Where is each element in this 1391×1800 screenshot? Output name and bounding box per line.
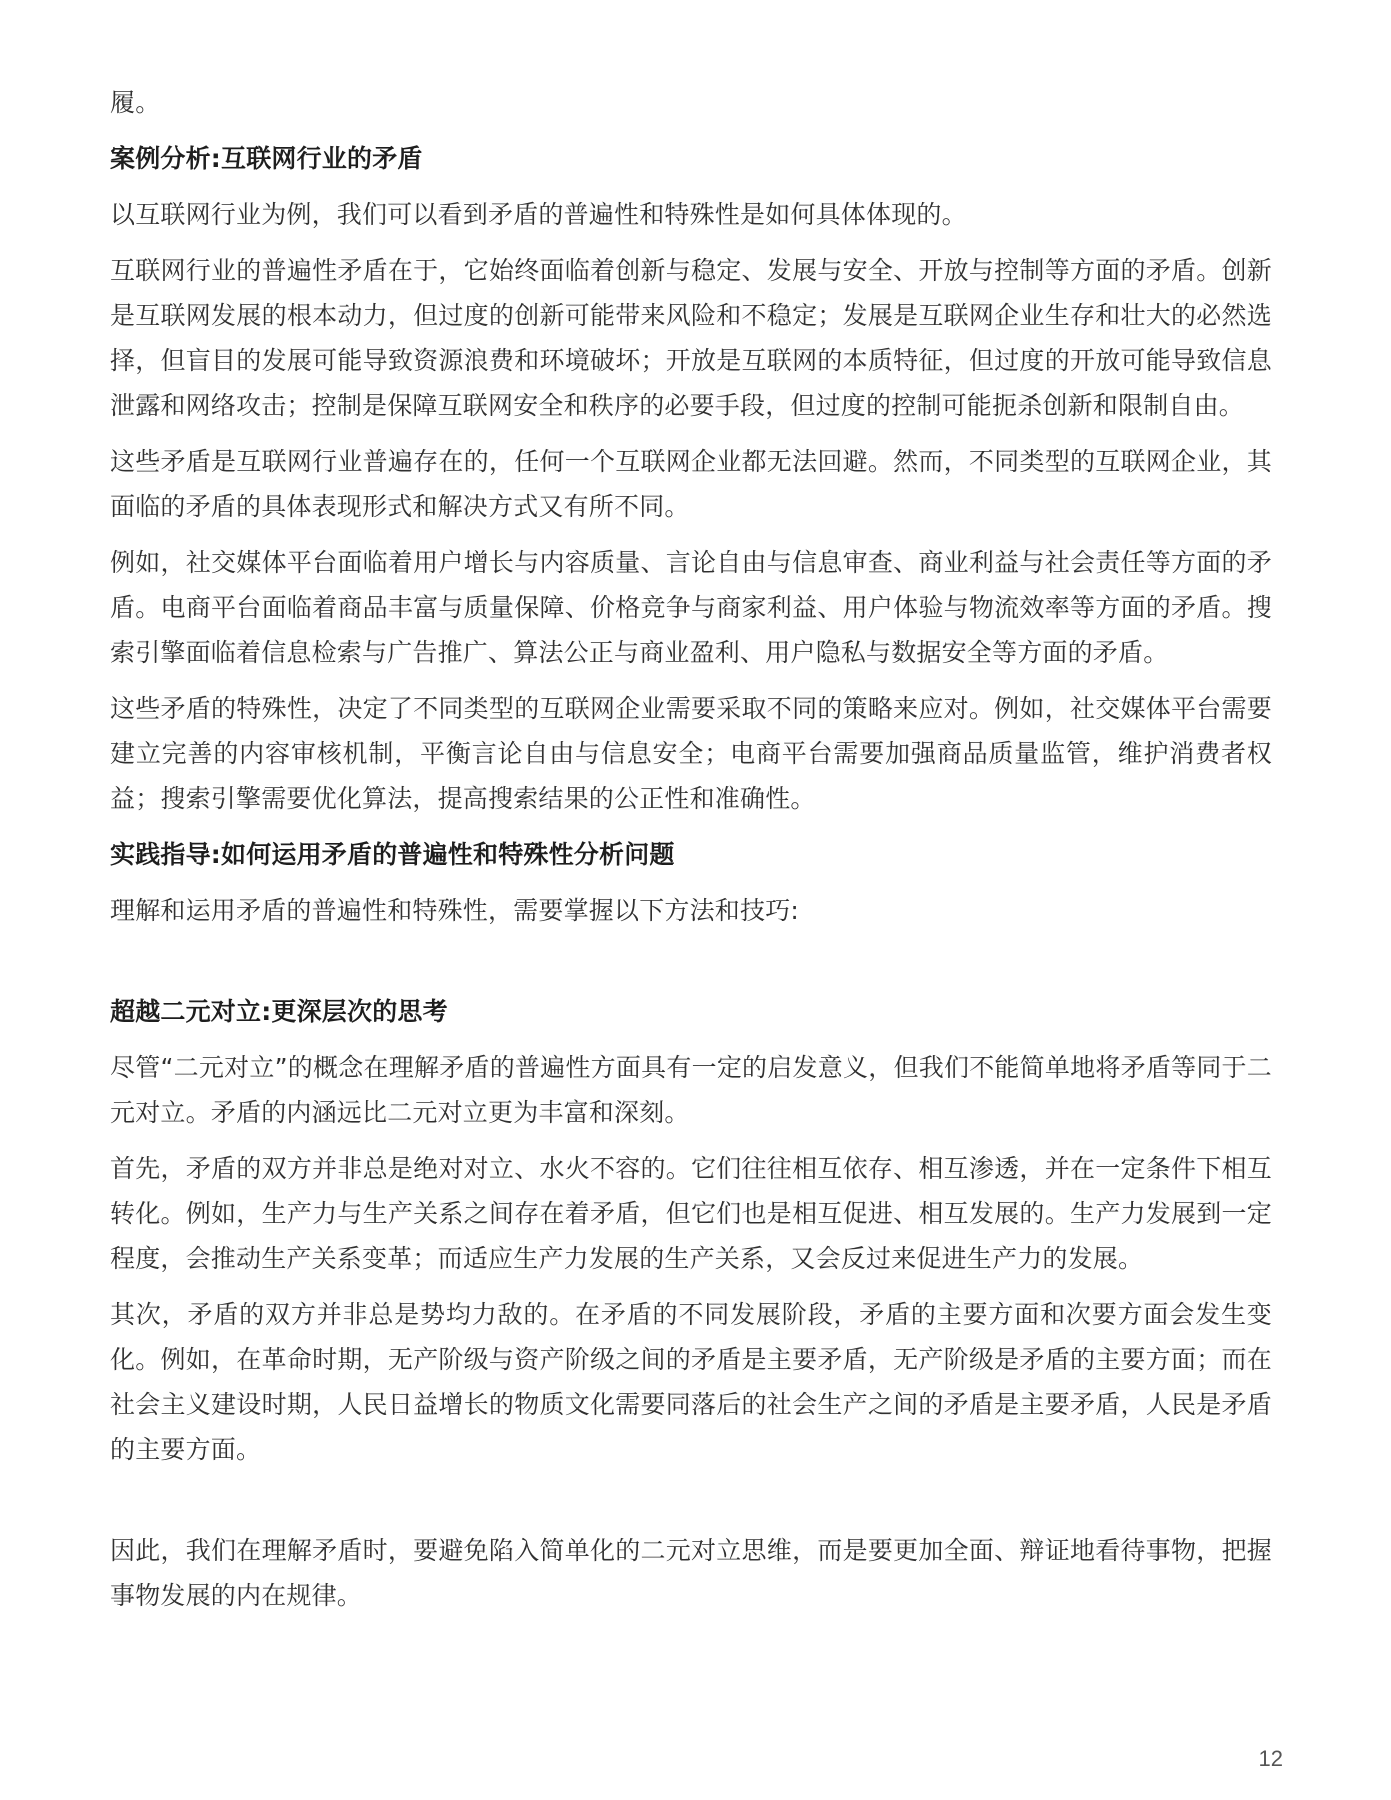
- paragraph: 互联网行业的普遍性矛盾在于，它始终面临着创新与稳定、发展与安全、开放与控制等方面的矛盾。创新是互联网发展的根本动力，但过度的创新可能带来风险和不稳定；发展是互联网企业生存和壮大的必然选择，但盲目的发展可能导致资源浪费和环境破坏；开放是互联网的本质特征，但过度的开放可能导致信息泄露和网络攻击；控制是保障互联网安全和秩序的必要手段，但过度的控制可能扼杀创新和限制自由。: [110, 256, 1272, 420]
- paragraph: 尽管“二元对立”的概念在理解矛盾的普遍性方面具有一定的启发意义，但我们不能简单地将矛盾等同于二元对立。矛盾的内涵远比二元对立更为丰富和深刻。: [110, 1053, 1272, 1127]
- paragraph: 这些矛盾是互联网行业普遍存在的，任何一个互联网企业都无法回避。然而，不同类型的互联网企业，其面临的矛盾的具体表现形式和解决方式又有所不同。: [110, 447, 1272, 521]
- paragraph: 这些矛盾的特殊性，决定了不同类型的互联网企业需要采取不同的策略来应对。例如，社交媒体平台需要建立完善的内容审核机制，平衡言论自由与信息安全；电商平台需要加强商品质量监管，维护消费者权益；搜索引擎需要优化算法，提高搜索结果的公正性和准确性。: [110, 694, 1272, 813]
- section-heading-case-study: 案例分析:互联网行业的矛盾: [110, 144, 423, 173]
- paragraph: 以互联网行业为例，我们可以看到矛盾的普遍性和特殊性是如何具体体现的。: [110, 200, 967, 229]
- paragraph-conclusion: 因此，我们在理解矛盾时，要避免陷入简单化的二元对立思维，而是要更加全面、辩证地看待事物，把握事物发展的内在规律。: [110, 1536, 1272, 1610]
- paragraph: 其次，矛盾的双方并非总是势均力敌的。在矛盾的不同发展阶段，矛盾的主要方面和次要方面会发生变化。例如，在革命时期，无产阶级与资产阶级之间的矛盾是主要矛盾，无产阶级是矛盾的主要方面；而在社会主义建设时期，人民日益增长的物质文化需要同落后的社会生产之间的矛盾是主要矛盾，人民是矛盾的主要方面。: [110, 1300, 1272, 1464]
- paragraph: 理解和运用矛盾的普遍性和特殊性，需要掌握以下方法和技巧:: [110, 896, 800, 925]
- document-page: [110, 80, 1272, 1629]
- section-heading-practice-guide: 实践指导:如何运用矛盾的普遍性和特殊性分析问题: [110, 840, 675, 869]
- paragraph: 首先，矛盾的双方并非总是绝对对立、水火不容的。它们往往相互依存、相互渗透，并在一定条件下相互转化。例如，生产力与生产关系之间存在着矛盾，但它们也是相互促进、相互发展的。生产力发展到一定程度，会推动生产关系变革；而适应生产力发展的生产关系，又会反过来促进生产力的发展。: [110, 1154, 1272, 1273]
- paragraph: 例如，社交媒体平台面临着用户增长与内容质量、言论自由与信息审查、商业利益与社会责任等方面的矛盾。电商平台面临着商品丰富与质量保障、价格竞争与商家利益、用户体验与物流效率等方面的矛盾。搜索引擎面临着信息检索与广告推广、算法公正与商业盈利、用户隐私与数据安全等方面的矛盾。: [110, 548, 1272, 667]
- paragraph-continuation: 履。: [110, 88, 161, 117]
- section-heading-beyond-binary: 超越二元对立:更深层次的思考: [110, 997, 448, 1026]
- page-number: 12: [1258, 1746, 1283, 1771]
